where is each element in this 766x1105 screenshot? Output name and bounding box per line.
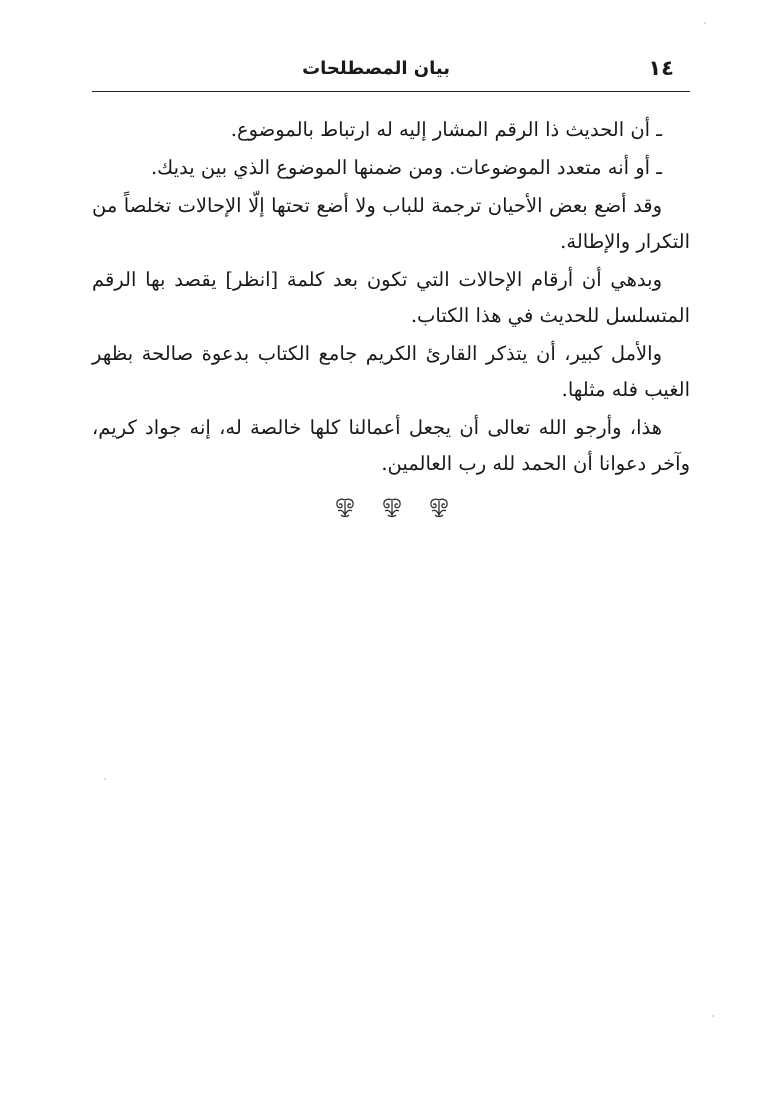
paragraph-5: والأمل كبير، أن يتذكر القارئ الكريم جامع الكتاب بدعوة صالحة بظهر الغيب فله مثلها. (92, 342, 690, 401)
section-end-ornaments (332, 496, 452, 520)
header-rule (92, 91, 690, 92)
paragraph-4: وبدهي أن أرقام الإحالات التي تكون بعد كلمة [انظر] يقصد بها الرقم المتسلسل للحديث في هذا الكتاب. (92, 268, 690, 327)
scan-speck (104, 778, 106, 780)
paragraph-3: وقد أضع بعض الأحيان ترجمة للباب ولا أضع تحتها إلّا الإحالات تخلصاً من التكرار والإطالة. (92, 194, 690, 253)
page-number: ١٤ (648, 56, 674, 80)
fleuron-icon (332, 497, 358, 519)
body-text (92, 112, 690, 484)
paragraph-2: ـ أو أنه متعدد الموضوعات. ومن ضمنها الموضوع الذي بين يديك. (150, 156, 662, 179)
paragraph-1: ـ أن الحديث ذا الرقم المشار إليه له ارتباط بالموضوع. (230, 118, 662, 141)
scan-speck (712, 1015, 714, 1017)
header-title: بيان المصطلحات (302, 58, 450, 79)
paragraph-6: هذا، وأرجو الله تعالى أن يجعل أعمالنا كلها خالصة له، إنه جواد كريم، وآخر دعوانا أن الحمد لله رب العالمين. (92, 416, 690, 475)
fleuron-icon (426, 497, 452, 519)
running-header (92, 50, 690, 92)
fleuron-icon (379, 497, 405, 519)
scan-speck (704, 22, 706, 24)
